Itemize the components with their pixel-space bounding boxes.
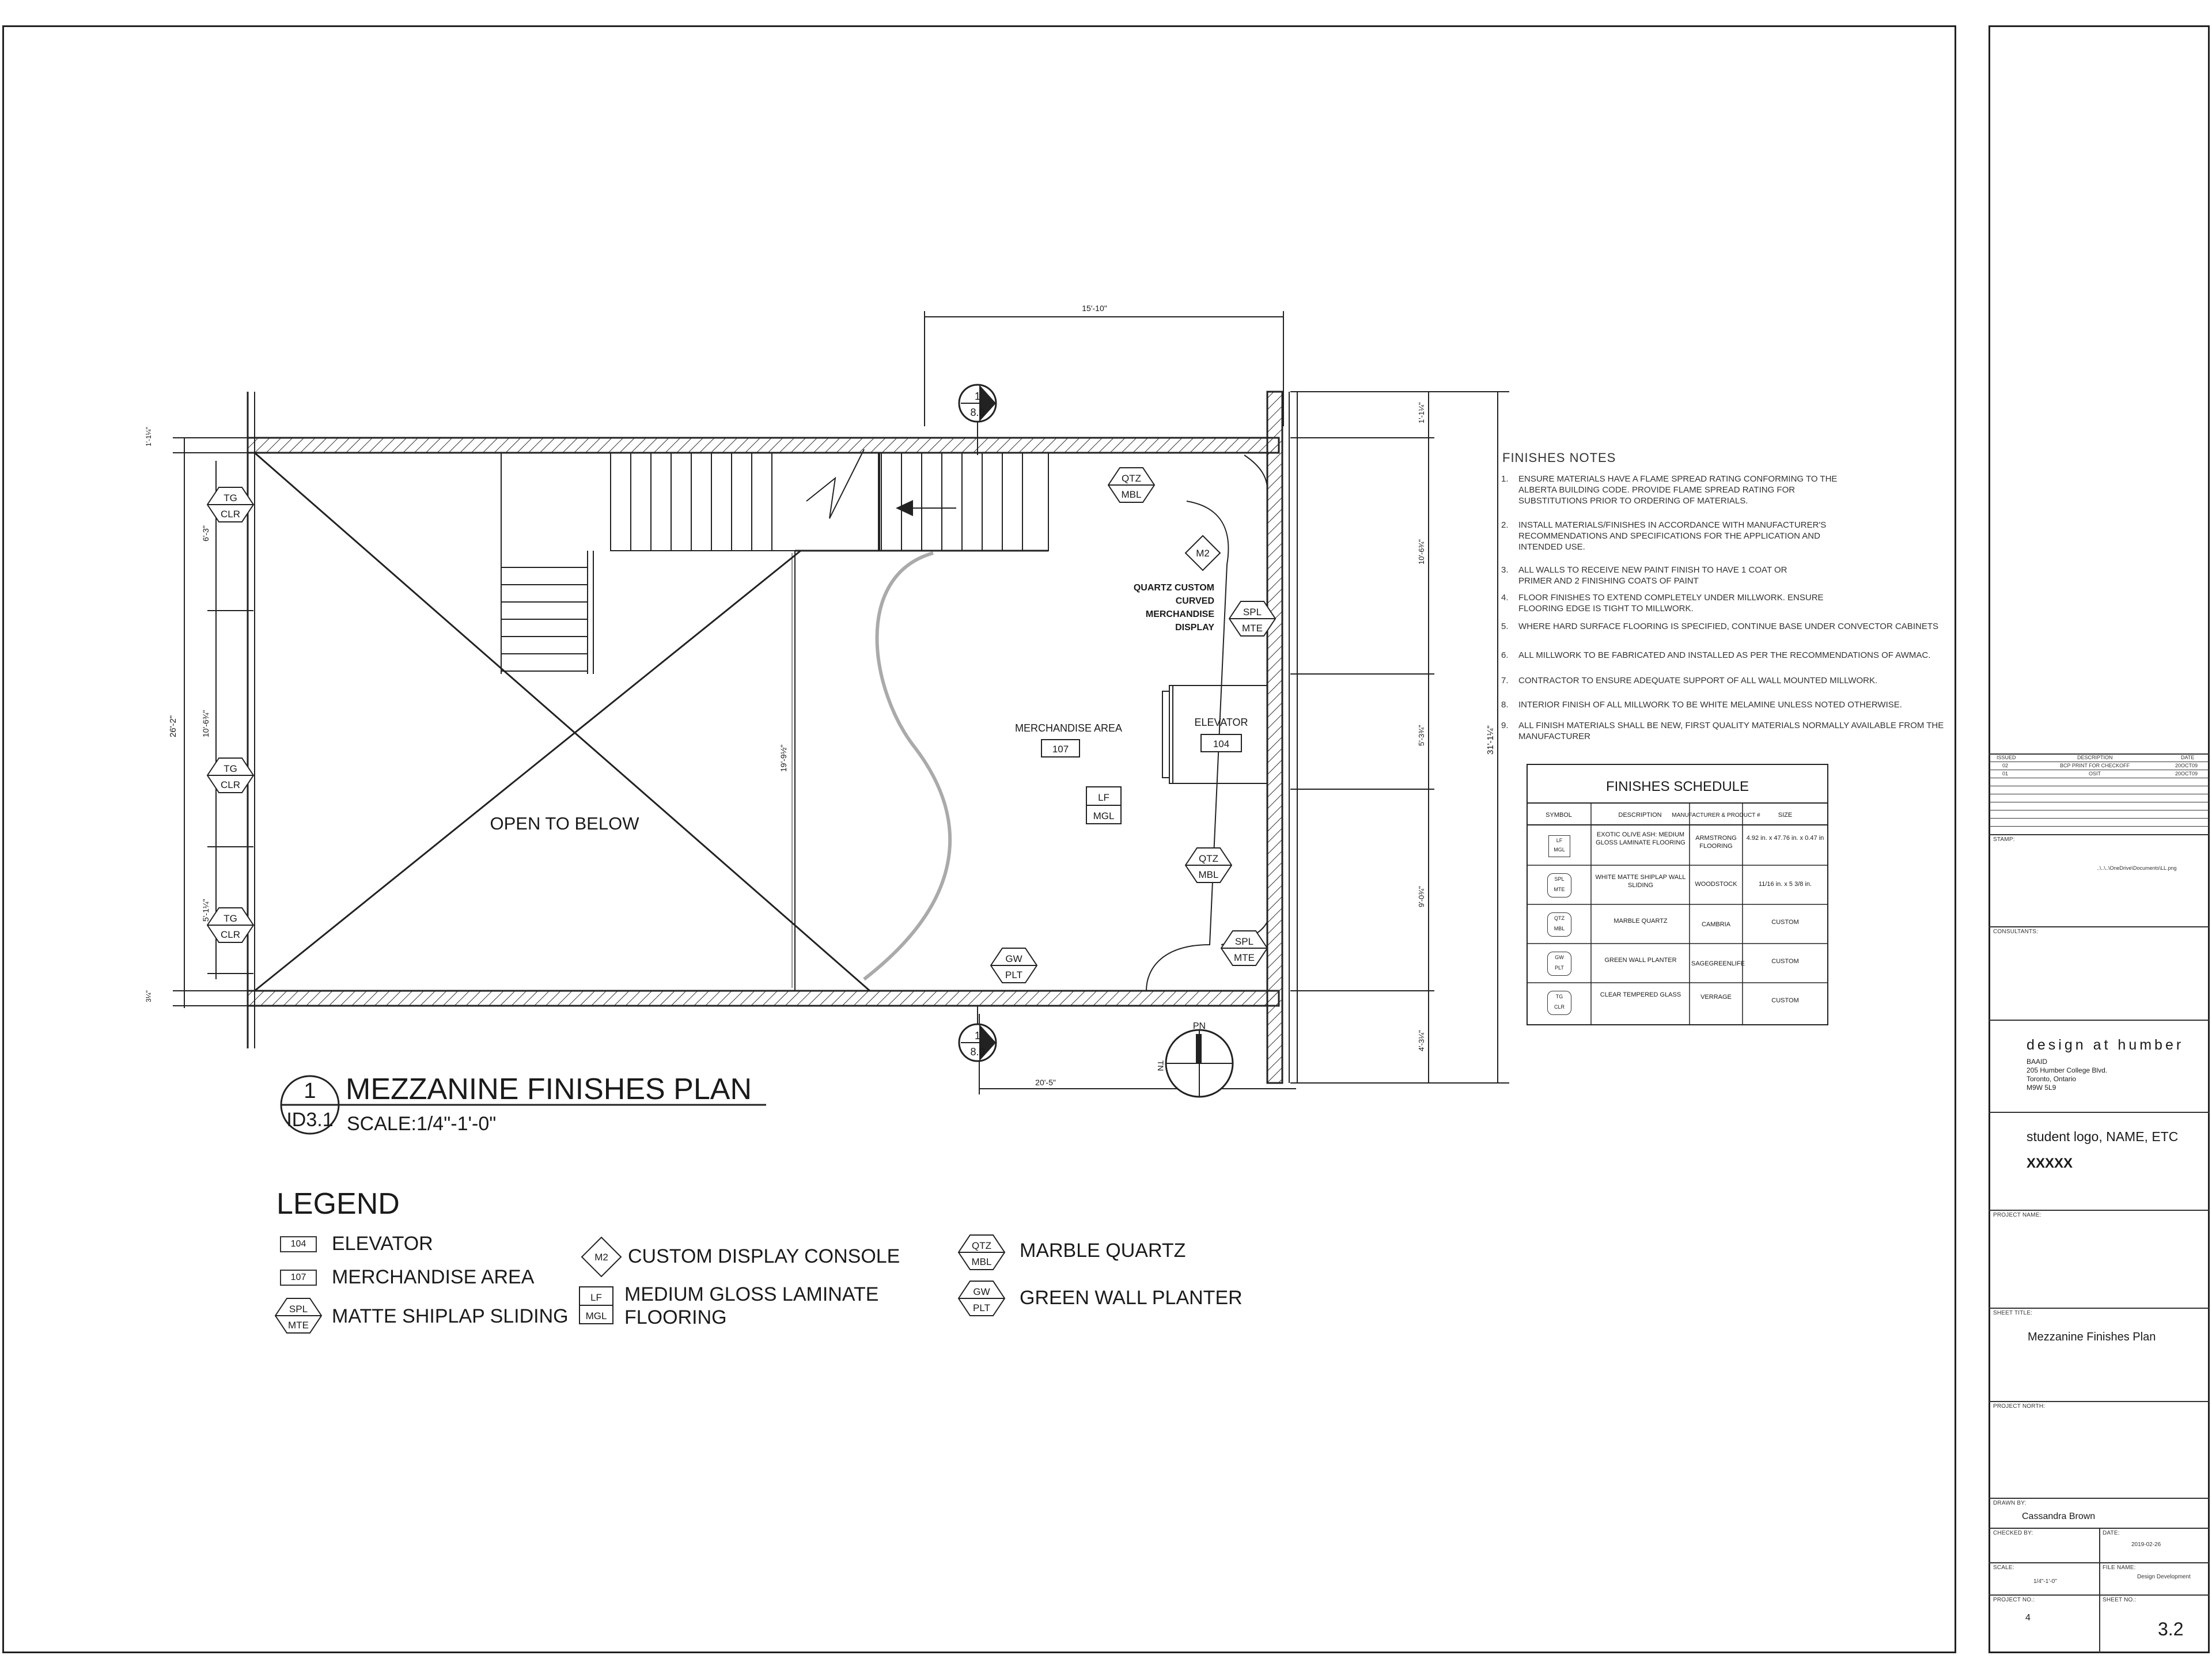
schedule-row-5-size: CUSTOM [1771, 997, 1799, 1004]
schedule-row-4-desc: GREEN WALL PLANTER [1604, 957, 1677, 964]
schedule-row-4-mfr: SAGEGREENLIFE [1691, 960, 1745, 967]
rev-header-date: DATE [2181, 755, 2195, 760]
legend-laminate-2: FLOORING [624, 1306, 727, 1328]
student-logo-text: student logo, NAME, ETC [2027, 1129, 2179, 1144]
rev-header-description: DESCRIPTION [2077, 755, 2113, 760]
svg-text:CLR: CLR [220, 779, 241, 790]
quartz-display-note [1134, 583, 1214, 632]
schedule-row-3-symbol: QTZ MBL [1547, 912, 1571, 937]
tag-tg-clr-2 [207, 758, 253, 793]
note-6: 6. ALL MILLWORK TO BE FABRICATED AND INSTALLED AS PER THE RECOMMENDATIONS OF AWMAC. [1501, 650, 1931, 660]
schedule-rows [1527, 825, 1828, 1032]
dim-right-overall: 31'-1¼" [1486, 725, 1495, 755]
section-marker-bottom [959, 1006, 996, 1061]
svg-text:CLR: CLR [220, 509, 241, 520]
legend-marble: MARBLE QUARTZ [1020, 1240, 1186, 1262]
title-block-divider [2099, 1528, 2100, 1653]
date-label: DATE: [2103, 1530, 2120, 1536]
svg-text:QUARTZ CUSTOM: QUARTZ CUSTOM [1133, 583, 1214, 593]
legend-qtz-icon [957, 1234, 1006, 1271]
svg-text:8.0: 8.0 [970, 407, 985, 418]
project-no: 4 [2025, 1613, 2031, 1623]
schedule-header-size: SIZE [1778, 812, 1793, 819]
dim-right-4: 9'-0¾" [1417, 886, 1426, 907]
note-4: 4. FLOOR FINISHES TO EXTEND COMPLETELY UNDER MILLWORK. ENSURE FLOORING EDGE IS TIGHT TO MILLWORK. [1501, 593, 1824, 613]
rev-row1-num: 02 [2002, 763, 2009, 768]
svg-text:CLR: CLR [220, 929, 241, 940]
dim-left-overall: 26'-2" [168, 715, 178, 737]
stair-lower [501, 453, 593, 674]
right-dimensions [1290, 392, 1509, 1083]
open-to-below-label: OPEN TO BELOW [490, 813, 639, 834]
firm-name: design at humber [2027, 1037, 2184, 1053]
svg-text:SPL: SPL [1234, 936, 1254, 947]
schedule-row-2-mfr: WOODSTOCK [1695, 881, 1737, 888]
legend-laminate-1: MEDIUM GLOSS LAMINATE [624, 1283, 879, 1305]
schedule-row-2-size: 11/16 in. x 5 3/8 in. [1758, 881, 1812, 888]
dim-left-bot: 3¼" [145, 990, 153, 1002]
dim-right-3: 5'-3¾" [1417, 725, 1426, 746]
dim-left-3: 5'-1¼" [201, 899, 210, 922]
project-name-label: PROJECT NAME: [1993, 1212, 2041, 1218]
svg-text:MGL: MGL [1093, 810, 1115, 821]
svg-text:LF: LF [590, 1292, 602, 1303]
legend-lf-icon [578, 1286, 614, 1325]
sheet-title-label: SHEET TITLE: [1993, 1310, 2033, 1316]
scale-label: SCALE: [1993, 1565, 2014, 1571]
svg-text:CURVED: CURVED [1175, 596, 1214, 606]
firm-address: BAAID 205 Humber College Blvd. Toronto, Ontario M9W 5L9 [2027, 1058, 2108, 1092]
dim-top-overall: 15'-10" [1082, 304, 1107, 313]
tag-lf-mgl [1086, 787, 1121, 824]
svg-text:DISPLAY: DISPLAY [1175, 623, 1214, 632]
dim-interior-v: 19'-9½" [779, 744, 788, 772]
dim-left-top: 1'-1¼" [145, 427, 153, 446]
schedule-row-1-size: 4.92 in. x 47.76 in. x 0.47 in [1746, 835, 1824, 842]
north-arrow-icon [1156, 1021, 1233, 1097]
checked-by-label: CHECKED BY: [1993, 1530, 2033, 1536]
schedule-row-5-mfr: VERRAGE [1700, 994, 1732, 1001]
tag-tg-clr-3 [207, 908, 253, 942]
svg-text:MGL: MGL [585, 1310, 607, 1321]
svg-text:TG: TG [224, 913, 237, 924]
scale-value: 1/4"-1'-0" [2033, 1578, 2057, 1585]
glass-wall-left [248, 392, 255, 1048]
note-7: 7. CONTRACTOR TO ENSURE ADEQUATE SUPPORT OF ALL WALL MOUNTED MILLWORK. [1501, 676, 1878, 685]
schedule-row-1-symbol: LF MGL [1548, 835, 1570, 857]
schedule-row-2-desc: WHITE MATTE SHIPLAP WALL SLIDING [1595, 874, 1686, 889]
sheet-no: 3.2 [2158, 1619, 2184, 1639]
dim-bottom-overall: 20'-5" [1035, 1078, 1056, 1087]
legend-green: GREEN WALL PLANTER [1020, 1287, 1243, 1309]
svg-text:MBL: MBL [971, 1256, 992, 1267]
note-8: 8. INTERIOR FINISH OF ALL MILLWORK TO BE WHITE MELAMINE UNLESS NOTED OTHERWISE. [1501, 700, 1902, 710]
stair-upper [611, 449, 1048, 551]
tag-qtz-mbl-1 [1108, 468, 1154, 502]
svg-text:GW: GW [973, 1286, 990, 1297]
merchandise-curve [864, 553, 950, 979]
wall-top [248, 438, 1279, 453]
tag-m2 [1185, 536, 1220, 570]
schedule-row-1-mfr: ARMSTRONG FLOORING [1695, 835, 1737, 850]
dim-left-2: 10'-6¾" [201, 710, 210, 737]
svg-text:8.0: 8.0 [970, 1046, 985, 1058]
tag-tg-clr-1 [207, 487, 253, 522]
svg-text:GW: GW [1005, 953, 1022, 964]
svg-text:1: 1 [974, 391, 981, 402]
student-placeholder: XXXXX [2027, 1156, 2073, 1171]
svg-text:PLT: PLT [973, 1302, 990, 1313]
svg-text:SPL: SPL [1243, 607, 1262, 618]
svg-text:M2: M2 [594, 1252, 608, 1263]
elevator-number: 104 [1213, 738, 1230, 749]
file-name-label: FILE NAME: [2103, 1565, 2136, 1571]
consultants-label: CONSULTANTS: [1993, 929, 2039, 935]
stair-arrow-icon [896, 500, 956, 516]
legend-spl-icon [274, 1297, 323, 1334]
legend-gw-icon [957, 1280, 1006, 1317]
drawn-by: Cassandra Brown [2022, 1512, 2096, 1521]
rev-row1-date: 20OCT09 [2175, 763, 2198, 768]
rev-row1-desc: BCP PRINT FOR CHECKOFF [2060, 763, 2130, 768]
svg-text:TN: TN [1156, 1060, 1165, 1071]
legend-elevator-code: 104 [280, 1236, 317, 1252]
svg-text:MTE: MTE [288, 1320, 309, 1331]
elevator-label: ELEVATOR [1194, 717, 1248, 728]
note-2: 2. INSTALL MATERIALS/FINISHES IN ACCORDANCE WITH MANUFACTURER'S RECOMMENDATIONS AND SPECIFICATIONS FOR THE APPLICATION AND INTENDED USE. [1501, 520, 1827, 552]
sheet-no-label: SHEET NO.: [2103, 1597, 2137, 1603]
schedule-header-description: DESCRIPTION [1618, 812, 1662, 819]
svg-text:MTE: MTE [1234, 952, 1255, 963]
schedule-row-3-mfr: CAMBRIA [1701, 921, 1731, 928]
sheet-title: Mezzanine Finishes Plan [2028, 1331, 2156, 1343]
note-5: 5. WHERE HARD SURFACE FLOORING IS SPECIFIED, CONTINUE BASE UNDER CONVECTOR CABINETS [1501, 622, 1938, 631]
note-3: 3. ALL WALLS TO RECEIVE NEW PAINT FINISH TO HAVE 1 COAT OR PRIMER AND 2 FINISHING COATS OF PAINT [1501, 565, 1787, 586]
stamp-label: STAMP: [1993, 836, 2015, 843]
svg-text:QTZ: QTZ [1199, 853, 1218, 864]
svg-text:TG: TG [224, 763, 237, 774]
tag-gw-plt [991, 948, 1037, 983]
legend-merch: MERCHANDISE AREA [332, 1266, 535, 1288]
drawn-by-label: DRAWN BY: [1993, 1500, 2027, 1506]
dim-right-5: 4'-3¼" [1417, 1030, 1426, 1051]
drawing-scale: SCALE:1/4"-1'-0" [347, 1113, 497, 1135]
merchandise-area-label: MERCHANDISE AREA [1014, 722, 1123, 734]
drawing-title-text: MEZZANINE FINISHES PLAN [346, 1073, 752, 1106]
svg-text:PN: PN [1192, 1021, 1206, 1031]
rev-header-issued: ISSUED [1997, 755, 2016, 760]
note-9: 9. ALL FINISH MATERIALS SHALL BE NEW, FIRST QUALITY MATERIALS NORMALLY AVAILABLE FROM THE MANUFACTURER [1501, 721, 1944, 741]
legend-m2-icon [581, 1236, 622, 1278]
schedule-row-5-symbol: TG CLR [1547, 991, 1571, 1015]
wall-bottom [248, 991, 1279, 1006]
legend-merch-code: 107 [280, 1270, 317, 1286]
drawing-sheet-ref: ID3.1 [286, 1109, 334, 1131]
svg-text:PLT: PLT [1005, 969, 1022, 980]
schedule-header-symbol: SYMBOL [1546, 812, 1572, 819]
svg-text:TG: TG [224, 493, 237, 503]
schedule-title: FINISHES SCHEDULE [1605, 779, 1749, 794]
note-1: 1. ENSURE MATERIALS HAVE A FLAME SPREAD RATING CONFORMING TO THE ALBERTA BUILDING CODE. PROVIDE FLAME SPREAD RATING FOR SUBSTITUTIONS PRIOR TO ORDERING OF MATERIALS. [1501, 474, 1838, 506]
drawing-number: 1 [304, 1079, 316, 1103]
project-north-label: PROJECT NORTH: [1993, 1403, 2046, 1410]
dim-right-2: 10'-6¾" [1417, 539, 1426, 565]
svg-text:M2: M2 [1196, 548, 1210, 559]
rev-row2-desc: OSIT [2089, 771, 2101, 777]
svg-text:MERCHANDISE: MERCHANDISE [1145, 609, 1214, 619]
legend-matte: MATTE SHIPLAP SLIDING [332, 1305, 569, 1327]
legend-custom: CUSTOM DISPLAY CONSOLE [628, 1245, 900, 1267]
tag-spl-mte-2 [1221, 931, 1267, 965]
legend-elevator: ELEVATOR [332, 1233, 433, 1255]
schedule-row-2-symbol: SPL MTE [1547, 873, 1571, 897]
schedule-row-4-symbol: GW PLT [1547, 952, 1571, 976]
project-no-label: PROJECT NO.: [1993, 1597, 2035, 1603]
schedule-row-1-desc: EXOTIC OLIVE ASH: MEDIUM GLOSS LAMINATE FLOORING [1596, 831, 1685, 846]
svg-text:QTZ: QTZ [972, 1240, 991, 1251]
schedule-row-5-desc: CLEAR TEMPERED GLASS [1600, 991, 1681, 998]
bottom-dimension [979, 1014, 1296, 1094]
rev-row2-date: 20OCT09 [2175, 771, 2198, 777]
schedule-row-3-size: CUSTOM [1771, 919, 1799, 926]
schedule-row-3-desc: MARBLE QUARTZ [1613, 918, 1668, 925]
dim-right-1: 1'-1¼" [1417, 402, 1426, 423]
drawing-title [271, 1071, 778, 1141]
svg-text:SPL: SPL [289, 1304, 308, 1315]
legend-heading: LEGEND [276, 1187, 400, 1221]
merchandise-area-number: 107 [1052, 744, 1069, 755]
svg-text:1: 1 [974, 1030, 981, 1041]
schedule-header-manufacturer: MANUFACTURER & PRODUCT # [1672, 812, 1760, 819]
stamp-image-path: ..\..\..\OneDrive\Documents\LL.png [2097, 865, 2177, 871]
date-value: 2019-02-26 [2131, 1541, 2161, 1548]
notes-heading: FINISHES NOTES [1502, 450, 1616, 465]
svg-text:MBL: MBL [1198, 869, 1219, 880]
svg-text:MBL: MBL [1121, 489, 1142, 500]
wall-right [1267, 392, 1297, 1083]
rev-row2-num: 01 [2002, 771, 2009, 777]
svg-text:LF: LF [1098, 792, 1109, 803]
schedule-row-4-size: CUSTOM [1771, 958, 1799, 965]
svg-text:MTE: MTE [1242, 623, 1263, 634]
svg-text:QTZ: QTZ [1122, 473, 1141, 484]
file-name-value: Design Development [2137, 1574, 2191, 1580]
dim-left-1: 6'-3" [201, 525, 210, 541]
tag-qtz-mbl-2 [1185, 848, 1232, 882]
